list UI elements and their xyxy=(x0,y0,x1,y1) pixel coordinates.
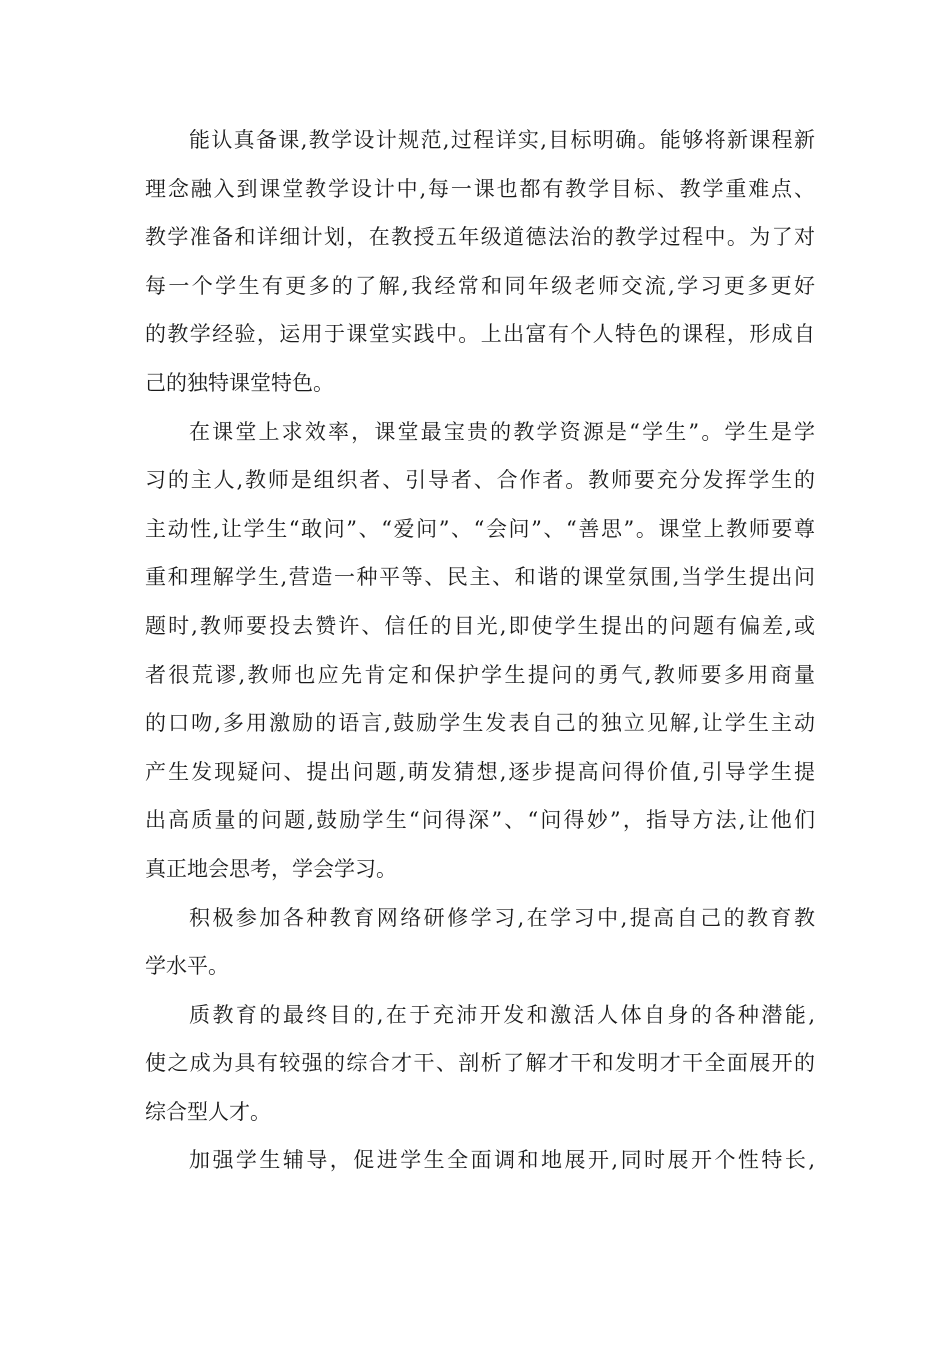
text-line: 能认真备课,教学设计规范,过程详实,目标明确。能够将新课程新 xyxy=(189,128,815,152)
text-line: 题时,教师要投去赞许、信任的目光,即使学生提出的问题有偏差,或 xyxy=(145,613,815,638)
text-line: 使之成为具有较强的综合才干、剖析了解才干和发明才干全面展开的 xyxy=(145,1051,815,1076)
text-line: 每一个学生有更多的了解,我经常和同年级老师交流,学习更多更好 xyxy=(145,273,815,298)
text-line: 理念融入到课堂教学设计中,每一课也都有教学目标、教学重难点、 xyxy=(145,176,815,201)
text-line: 主动性,让学生“敢问”、“爱问”、“会问”、“善思”。课堂上教师要尊 xyxy=(145,516,815,541)
text-line: 产生发现疑问、提出问题,萌发猜想,逐步提高问得价值,引导学生提 xyxy=(145,759,815,784)
text-line: 质教育的最终目的,在于充沛开发和激活人体自身的各种潜能, xyxy=(189,1002,815,1027)
paragraph-4 xyxy=(145,991,815,1137)
text-line: 真正地会思考，学会学习。 xyxy=(145,856,397,881)
text-line: 学水平。 xyxy=(145,954,229,979)
text-line: 综合型人才。 xyxy=(145,1099,271,1124)
text-line: 习的主人,教师是组织者、引导者、合作者。教师要充分发挥学生的 xyxy=(145,468,815,493)
text-line: 加强学生辅导，促进学生全面调和地展开,同时展开个性特长, xyxy=(189,1148,815,1173)
paragraph-1 xyxy=(145,116,815,408)
text-line: 的口吻,多用激励的语言,鼓励学生发表自己的独立见解,让学生主动 xyxy=(145,711,815,736)
text-line: 者很荒谬,教师也应先肯定和保护学生提问的勇气,教师要多用商量 xyxy=(145,662,815,687)
text-line: 出高质量的问题,鼓励学生“问得深”、“问得妙”，指导方法,让他们 xyxy=(145,808,815,833)
paragraph-2 xyxy=(145,408,815,894)
document-body xyxy=(145,116,815,1185)
text-line: 积极参加各种教育网络研修学习,在学习中,提高自己的教育教 xyxy=(189,905,815,930)
text-line: 的教学经验，运用于课堂实践中。上出富有个人特色的课程，形成自 xyxy=(145,322,815,347)
paragraph-3 xyxy=(145,894,815,991)
text-line: 己的独特课堂特色。 xyxy=(145,370,334,395)
paragraph-5 xyxy=(145,1136,815,1185)
text-line: 重和理解学生,营造一种平等、民主、和谐的课堂氛围,当学生提出问 xyxy=(145,565,815,590)
text-line: 在课堂上求效率，课堂最宝贵的教学资源是“学生”。学生是学 xyxy=(189,419,815,444)
text-line: 教学准备和详细计划，在教授五年级道德法治的教学过程中。为了对 xyxy=(145,225,815,250)
